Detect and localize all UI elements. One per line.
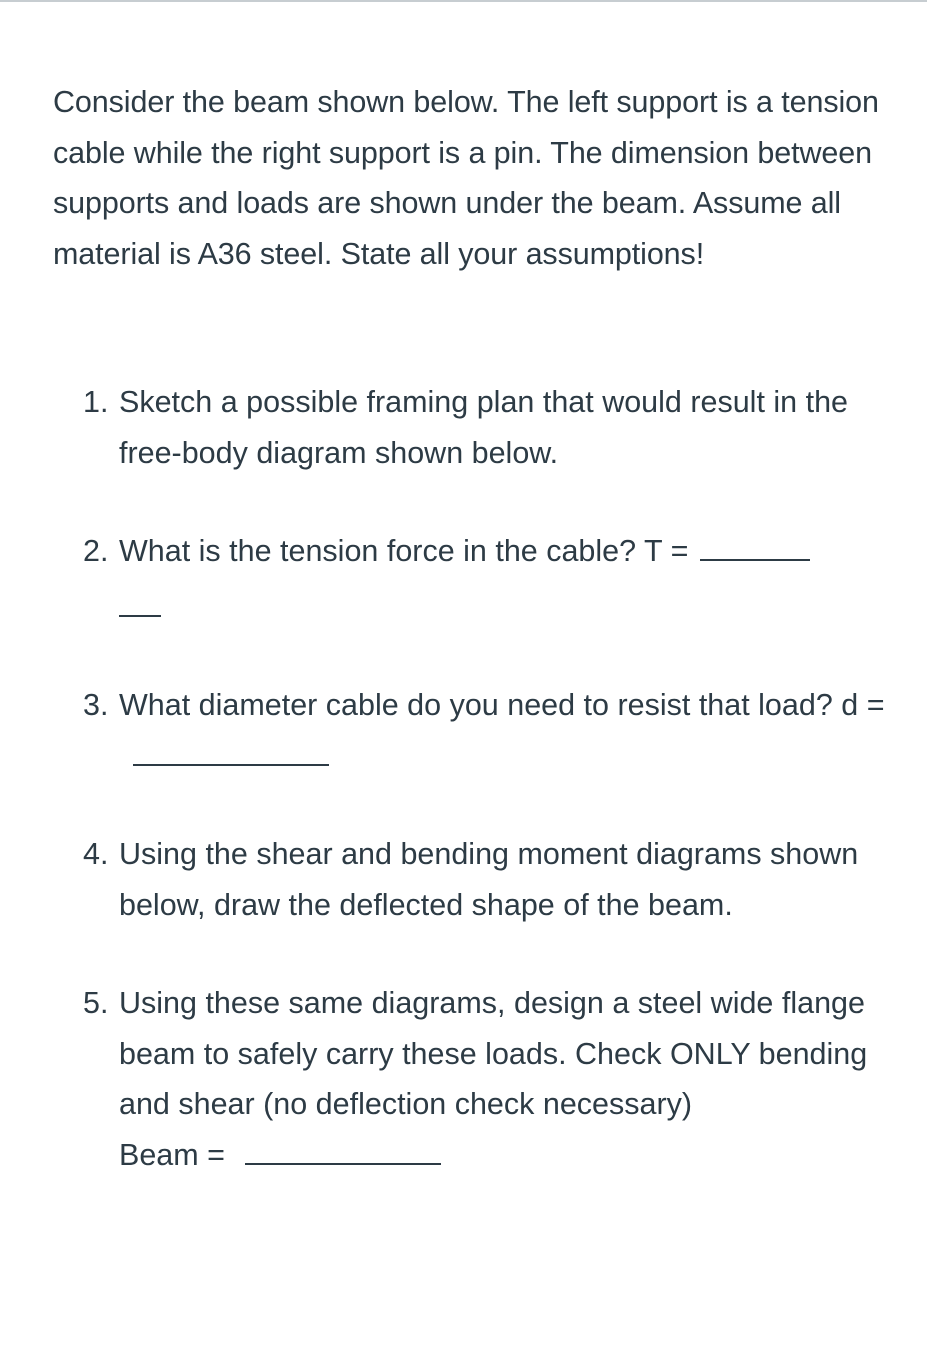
question-number: 2. bbox=[83, 534, 109, 568]
question-number: 3. bbox=[83, 688, 109, 722]
tension-answer-blank bbox=[700, 537, 810, 561]
beam-answer-blank bbox=[245, 1141, 441, 1165]
question-text: What diameter cable do you need to resist that load? d = bbox=[119, 688, 885, 722]
question-text: Sketch a possible framing plan that would result in the free-body diagram shown below. bbox=[119, 385, 849, 470]
question-content bbox=[53, 77, 893, 1180]
intro-paragraph: Consider the beam shown below. The left support is a tension cable while the right support is a pin. The dimension between supports and loads are shown under the beam. Assume all material is A36 steel. State all your assumptions! bbox=[53, 85, 879, 271]
question-item-2 bbox=[53, 526, 893, 632]
question-text: Using these same diagrams, design a steel wide flange beam to safely carry these loads. Check ONLY bending and shear (no deflection check necessary) bbox=[119, 986, 868, 1121]
answer-blank-continuation bbox=[119, 577, 893, 633]
question-list bbox=[53, 377, 893, 1180]
question-text: Using the shear and bending moment diagrams shown below, draw the deflected shape of the beam. bbox=[119, 837, 859, 922]
beam-answer-line bbox=[119, 1130, 893, 1181]
question-item-1 bbox=[53, 377, 893, 478]
beam-answer-label: Beam = bbox=[119, 1137, 225, 1172]
diameter-answer-blank bbox=[133, 742, 329, 766]
tension-answer-blank-tail bbox=[119, 593, 161, 617]
question-item-4 bbox=[53, 829, 893, 930]
question-item-3 bbox=[53, 680, 893, 781]
question-item-5 bbox=[53, 978, 893, 1180]
top-divider bbox=[0, 0, 927, 2]
question-number: 1. bbox=[83, 385, 109, 419]
question-number: 4. bbox=[83, 837, 109, 871]
question-text: What is the tension force in the cable? T = bbox=[119, 534, 689, 568]
question-number: 5. bbox=[83, 986, 109, 1020]
